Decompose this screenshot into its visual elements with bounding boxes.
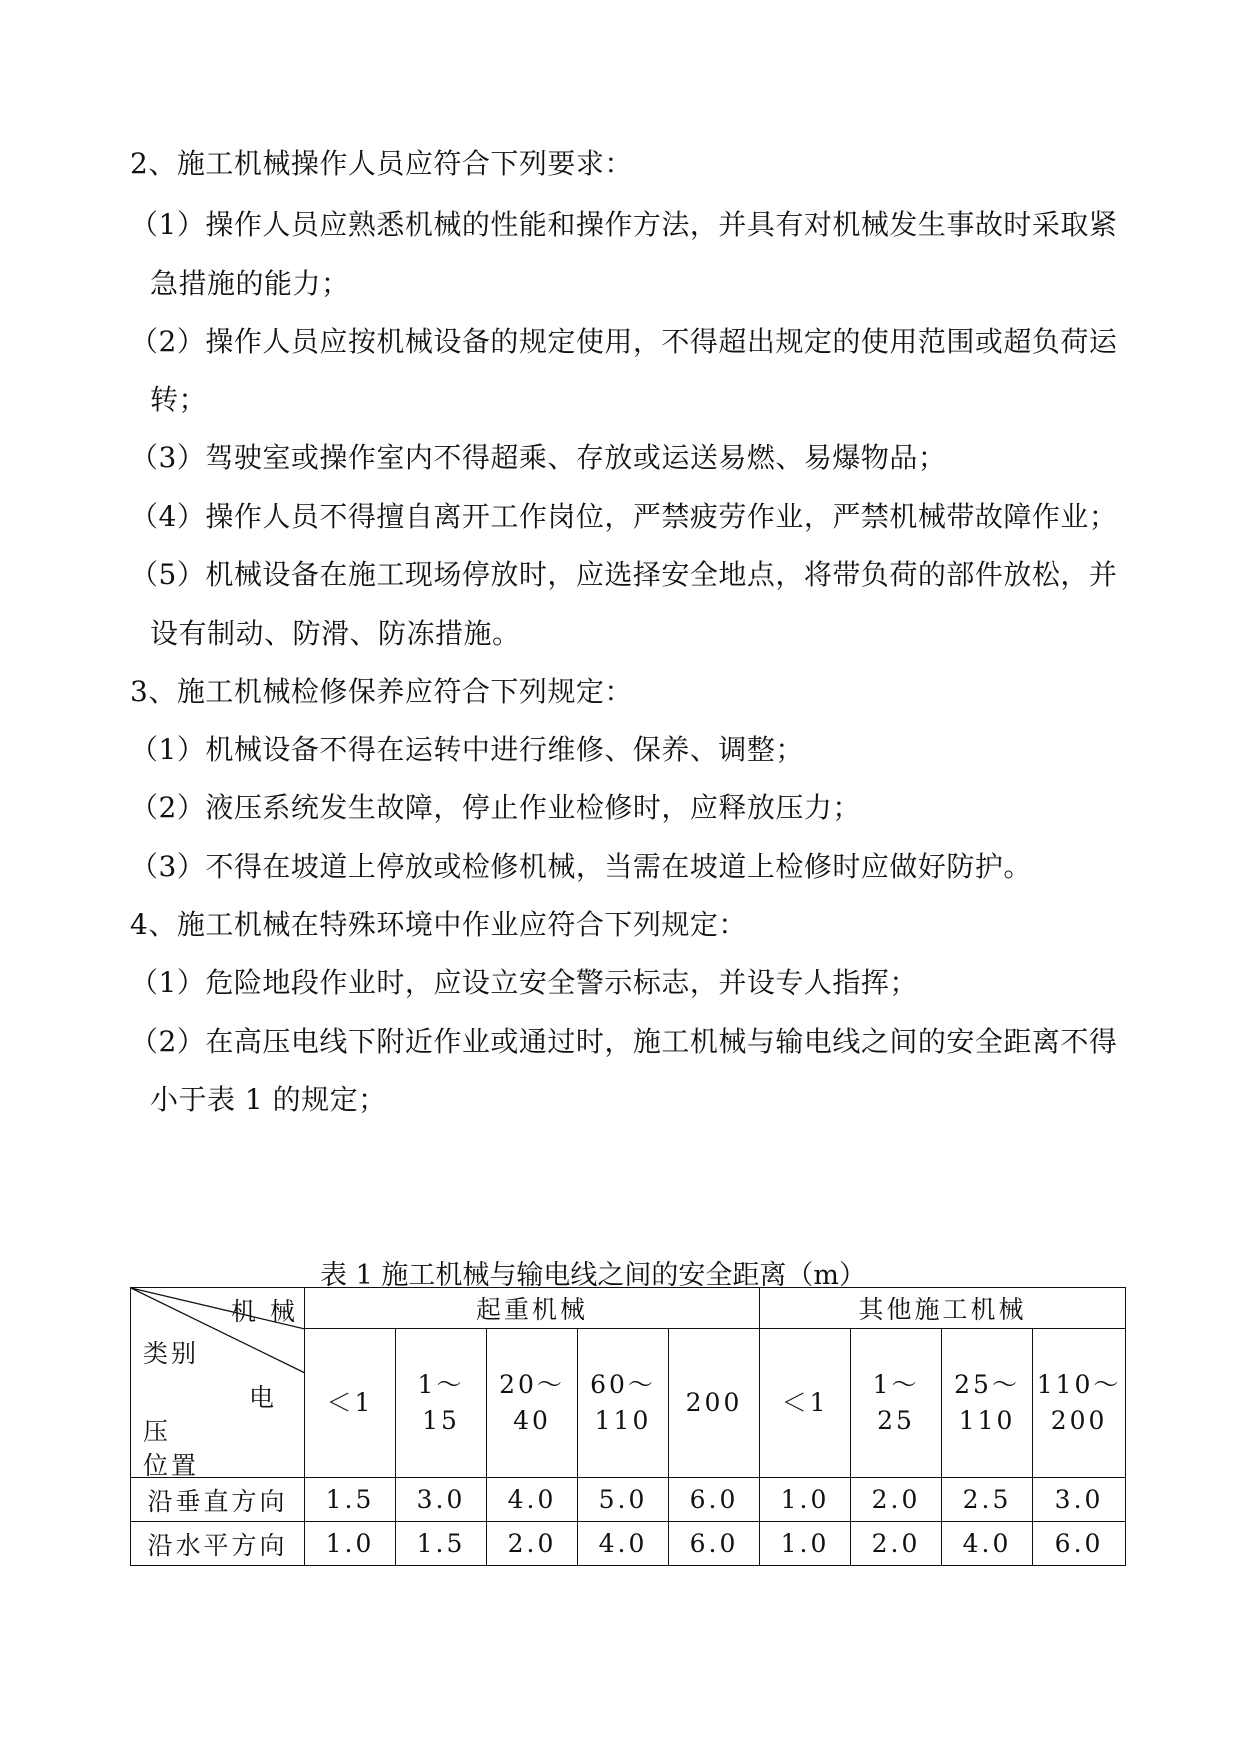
list-item-text: （2）操作人员应按机械设备的规定使用，不得超出规定的使用范围或超负荷运 [130,325,1118,358]
voltage-header: 110～ 200 [1033,1329,1126,1478]
list-item-text: （3）驾驶室或操作室内不得超乘、存放或运送易燃、易爆物品； [130,441,947,474]
voltage-header: 25～ 110 [942,1329,1033,1478]
table-corner-header [131,1288,305,1478]
section-heading-4: 4、施工机械在特殊环境中作业应符合下列规定： [130,908,747,941]
voltage-header: ＜1 [760,1329,851,1478]
table-cell: 3.0 [1033,1478,1126,1522]
corner-label-voltage-2: 压 [143,1417,172,1446]
voltage-header: 1～ 25 [851,1329,942,1478]
row-label-vertical: 沿垂直方向 [131,1478,305,1522]
corner-label-voltage-1: 电 [249,1383,278,1412]
corner-label-machinery: 机 械 [231,1297,298,1326]
table-caption: 表 1 施工机械与输电线之间的安全距离（m） [320,1260,866,1291]
list-item-text: （2）在高压电线下附近作业或通过时，施工机械与输电线之间的安全距离不得 [130,1025,1118,1058]
list-item-text: （2）液压系统发生故障，停止作业检修时，应释放压力； [130,791,861,824]
table-cell: 2.0 [851,1478,942,1522]
list-item-continuation: 小于表 1 的规定； [150,1083,387,1116]
section-heading-2: 2、施工机械操作人员应符合下列要求： [130,147,633,180]
group-header-lifting-machinery: 起重机械 [305,1288,760,1329]
table-cell: 2.0 [487,1522,578,1566]
table-cell: 4.0 [942,1522,1033,1566]
list-item-continuation: 转； [150,383,208,416]
table-cell: 4.0 [487,1478,578,1522]
voltage-header: 1～ 15 [396,1329,487,1478]
safety-distance-table [130,1287,1126,1566]
table-cell: 1.0 [760,1522,851,1566]
table-cell: 5.0 [578,1478,669,1522]
voltage-header: 200 [669,1329,760,1478]
list-item-text: （1）机械设备不得在运转中进行维修、保养、调整； [130,733,804,766]
voltage-header: ＜1 [305,1329,396,1478]
table-cell: 1.0 [760,1478,851,1522]
group-header-other-machinery: 其他施工机械 [760,1288,1126,1329]
table-cell: 2.0 [851,1522,942,1566]
table-cell: 3.0 [396,1478,487,1522]
table-row [131,1522,1126,1566]
table-cell: 1.5 [305,1478,396,1522]
table-row [131,1478,1126,1522]
list-item-text: （1）危险地段作业时，应设立安全警示标志，并设专人指挥； [130,966,918,999]
list-item-continuation: 设有制动、防滑、防冻措施。 [150,617,521,650]
table-cell: 1.5 [396,1522,487,1566]
table-cell: 2.5 [942,1478,1033,1522]
table-cell: 1.0 [305,1522,396,1566]
list-item-text: （3）不得在坡道上停放或检修机械，当需在坡道上检修时应做好防护。 [130,850,1032,883]
voltage-header: 60～ 110 [578,1329,669,1478]
corner-label-position: 位置 [143,1451,200,1480]
corner-label-category: 类别 [143,1339,200,1368]
list-item-text: （1）操作人员应熟悉机械的性能和操作方法，并具有对机械发生事故时采取紧 [130,208,1118,241]
voltage-header: 20～ 40 [487,1329,578,1478]
section-heading-3: 3、施工机械检修保养应符合下列规定： [130,675,633,708]
table-cell: 4.0 [578,1522,669,1566]
row-label-horizontal: 沿水平方向 [131,1522,305,1566]
table-cell: 6.0 [669,1478,760,1522]
list-item-continuation: 急措施的能力； [150,267,350,300]
table-cell: 6.0 [669,1522,760,1566]
list-item-text: （4）操作人员不得擅自离开工作岗位，严禁疲劳作业，严禁机械带故障作业； [130,500,1118,533]
list-item-text: （5）机械设备在施工现场停放时，应选择安全地点，将带负荷的部件放松，并 [130,558,1118,591]
table-cell: 6.0 [1033,1522,1126,1566]
